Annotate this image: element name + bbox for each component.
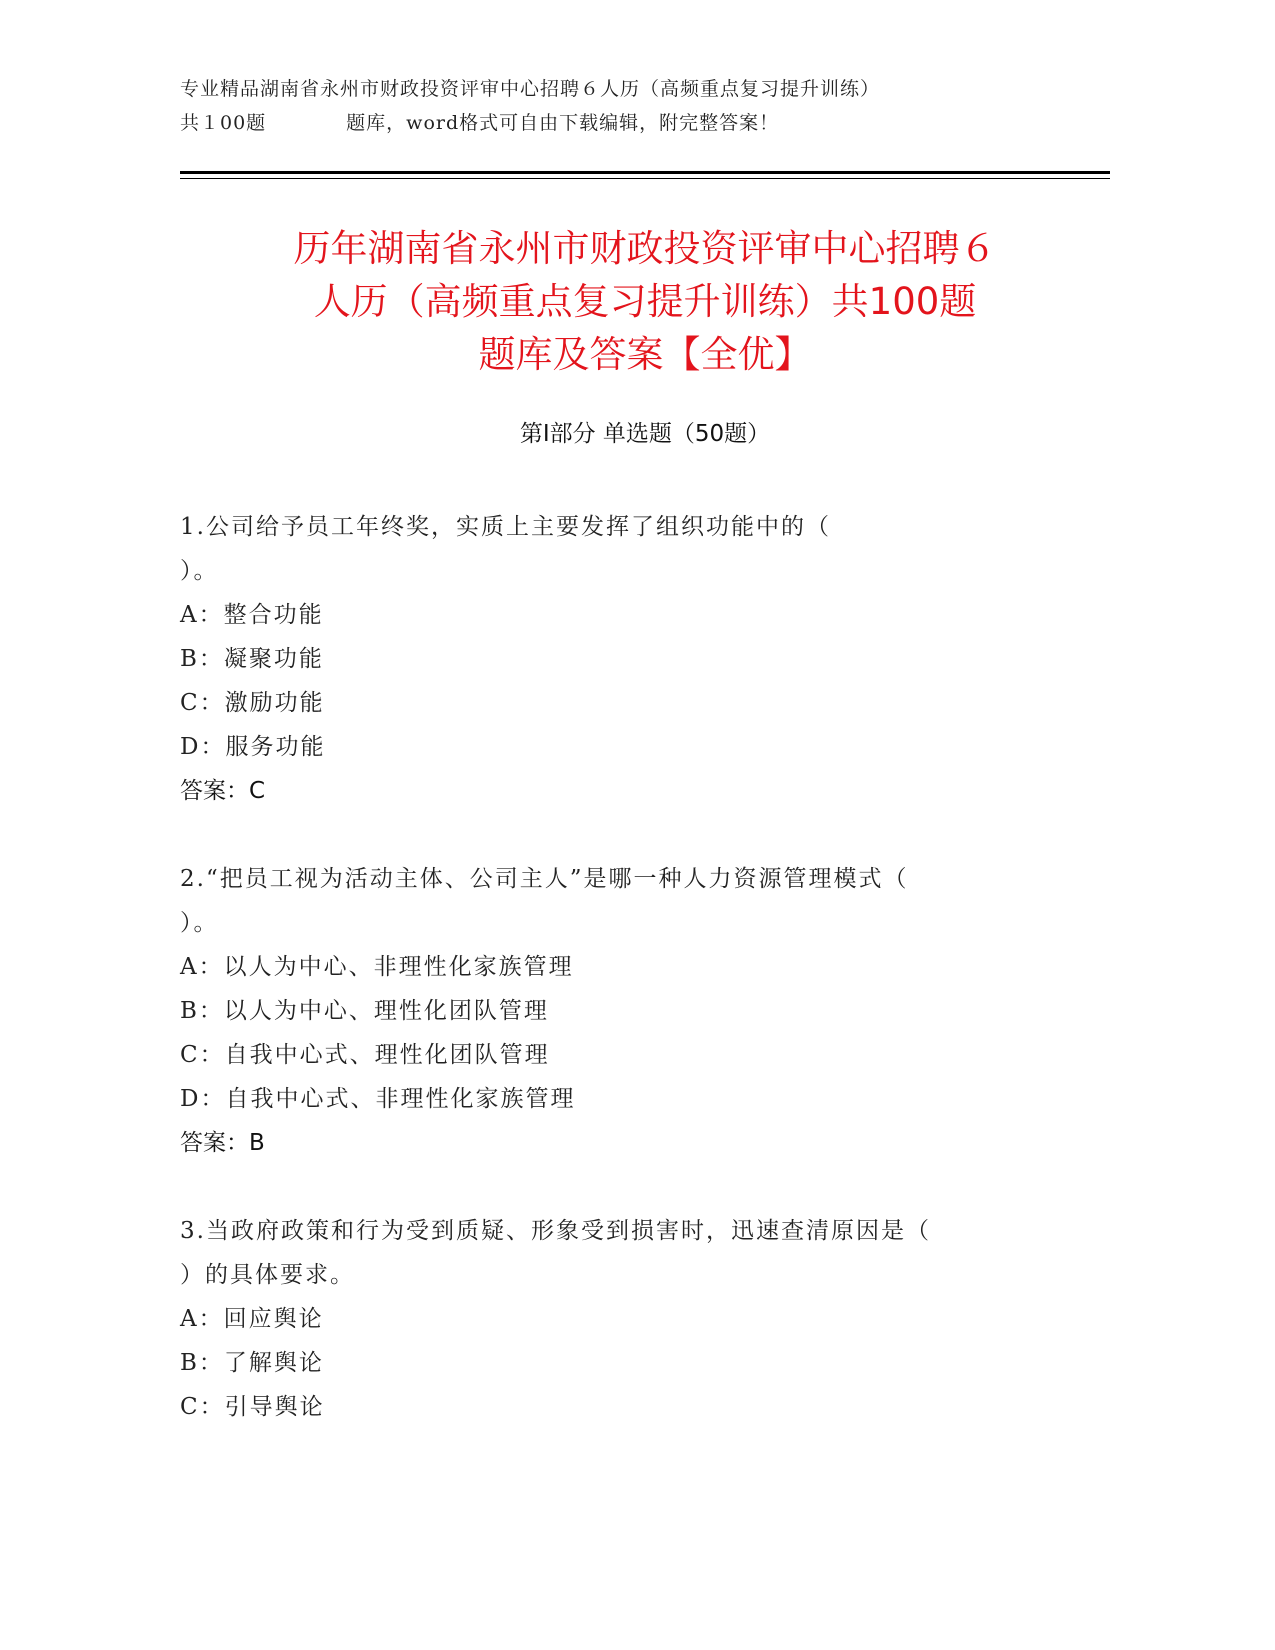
section-heading: 第Ⅰ部分 单选题（50题） bbox=[519, 421, 771, 447]
option-c: C：自我中心式、理性化团队管理 bbox=[180, 1042, 550, 1068]
question-stem: 2.“把员工视为活动主体、公司主人”是哪一种人力资源管理模式（ bbox=[180, 866, 909, 892]
question-stem-continued: ）。 bbox=[180, 910, 219, 936]
question-2 bbox=[180, 857, 1110, 1165]
header-line-2: 共１00题 题库，word格式可自由下载编辑，附完整答案！ bbox=[180, 112, 780, 134]
option-b: B：了解舆论 bbox=[180, 1350, 324, 1376]
question-3 bbox=[180, 1209, 1110, 1429]
option-d: D：服务功能 bbox=[180, 734, 326, 760]
header-rule-thick bbox=[180, 171, 1110, 174]
title-line-2: 人历（高频重点复习提升训练）共100题 bbox=[313, 280, 977, 323]
option-d: D：自我中心式、非理性化家族管理 bbox=[180, 1086, 576, 1112]
header-line-1: 专业精品湖南省永州市财政投资评审中心招聘６人历（高频重点复习提升训练） bbox=[180, 78, 881, 100]
question-stem-continued: ）。 bbox=[180, 558, 219, 584]
option-a: A：以人为中心、非理性化家族管理 bbox=[180, 954, 574, 980]
question-list bbox=[180, 505, 1110, 1473]
option-c: C：激励功能 bbox=[180, 690, 325, 716]
question-stem: 3.当政府政策和行为受到质疑、形象受到损害时，迅速查清原因是（ bbox=[180, 1218, 931, 1244]
answer: 答案：C bbox=[180, 778, 266, 804]
option-a: A：整合功能 bbox=[180, 602, 324, 628]
option-c: C：引导舆论 bbox=[180, 1394, 325, 1420]
option-a: A：回应舆论 bbox=[180, 1306, 324, 1332]
option-b: B：凝聚功能 bbox=[180, 646, 324, 672]
answer: 答案：B bbox=[180, 1130, 265, 1156]
question-stem-continued: ）的具体要求。 bbox=[180, 1262, 355, 1288]
title-line-3: 题库及答案【全优】 bbox=[478, 333, 812, 376]
question-stem: 1.公司给予员工年终奖，实质上主要发挥了组织功能中的（ bbox=[180, 514, 831, 540]
header-rule-thin bbox=[180, 178, 1110, 179]
page-header bbox=[180, 72, 1110, 140]
option-b: B：以人为中心、理性化团队管理 bbox=[180, 998, 549, 1024]
title-line-1: 历年湖南省永州市财政投资评审中心招聘６ bbox=[293, 227, 997, 270]
question-1 bbox=[180, 505, 1110, 813]
document-title bbox=[180, 222, 1110, 381]
